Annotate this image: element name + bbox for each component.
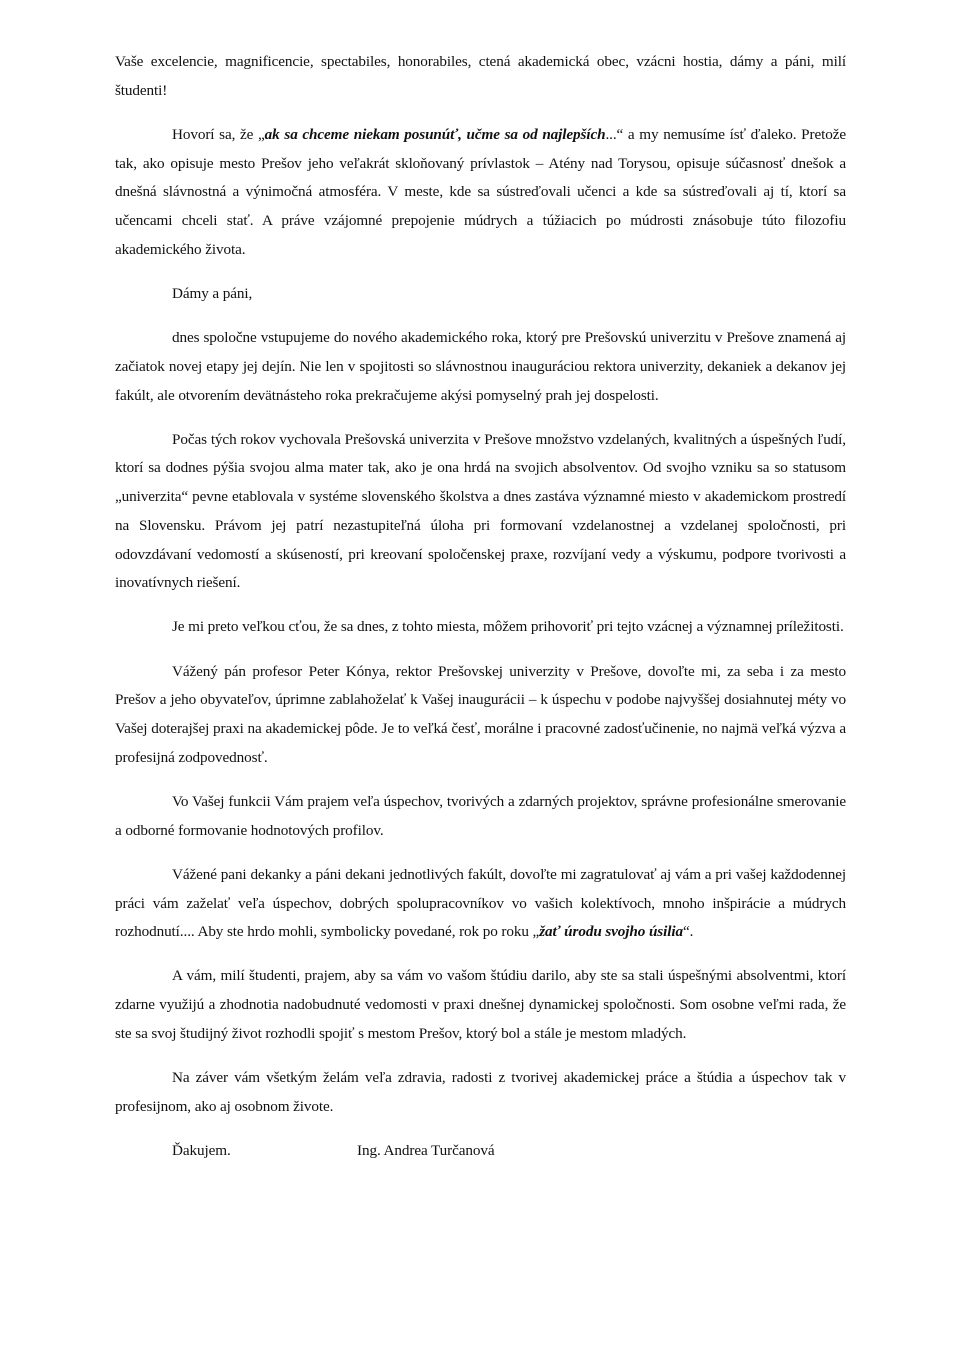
paragraph-university-history: Počas tých rokov vychovala Prešovská univerzita v Prešove množstvo vzdelaných, kvalitných a úspešných ľudí, ktorí sa dodnes pýšia svojou alma mater tak, ako je ona hrdá na svojich absolventov. Od svojho vzniku sa so statusom „univerzita“ pevne etablovala v systéme slovenského školstva a dnes zastáva významné miesto v akademickom prostredí na Slovensku. Právom jej patrí nezastupiteľná úloha pri formovaní vzdelanostnej a vzdelanej spoločnosti, pri odovzdávaní vedomostí a skúseností, pri kreovaní spoločenskej praxe, rozvíjaní vedy a výskumu, podpore tvorivosti a inovatívnych riešení. [115, 430, 846, 592]
paragraph-academic-year: dnes spoločne vstupujeme do nového akademického roka, ktorý pre Prešovskú univerzitu v Prešove znamená aj začiatok novej etapy jej dejín. Nie len v spojitosti so slávnostnou inauguráciou rektora univerzity, dekaniek a dekanov jej fakúlt, ale otvorením devätnásteho roka prekračujeme akýsi pomyselný prah jej dospelosti. [115, 329, 846, 404]
paragraph-intro-post: ...“ a my nemusíme ísť ďaleko. Pretože tak, ako opisuje mesto Prešov jeho veľakrát skloňovaný prívlastok – Atény nad Torysou, opisuje súčasnosť dnešok a dnešná slávnostná a výnimočná atmosféra. V meste, kde sa sústreďovali učenci a kde sa sústreďovali aj tí, ktorí sa učencami chceli stať. A práve vzájomné prepojenie múdrych a túžiacich po múdrosti znásobuje túto filozofiu akademického života. [115, 125, 846, 258]
paragraph-rector: Vážený pán profesor Peter Kónya, rektor Prešovskej univerzity v Prešove, dovoľte mi, za seba i za mesto Prešov a jeho obyvateľov, úprimne zablahoželať k Vašej inaugurácii – k úspechu v podobe najvyššej dosiahnutej méty vo Vašej doterajšej praxi na akademickej pôde. Je to veľká česť, morálne i pracovné zadosťučinenie, no najmä veľká výzva a profesijná zodpovednosť. [115, 662, 846, 766]
thanks-text: Ďakujem. [172, 1142, 231, 1159]
paragraph-closing-wishes: Na záver vám všetkým želám veľa zdravia, radosti z tvorivej akademickej práce a štúdia a úspechov tak v profesijnom, ako aj osobnom živote. [115, 1069, 846, 1115]
paragraph-deans [115, 861, 846, 947]
paragraph-students: A vám, milí študenti, prajem, aby sa vám vo vašom štúdiu darilo, aby ste sa stali úspešnými absolventmi, ktorí zdarne využijú a zhodnotia nadobudnuté vedomosti v praxi dnešnej dynamickej spoločnosti. Som osobne veľmi rada, že ste sa svoj študijný život rozhodli spojiť s mestom Prešov, ktorý bol a stále je mestom mladých. [115, 967, 846, 1042]
document-page [115, 48, 846, 1166]
salutation: Vaše excelencie, magnificencie, spectabiles, honorabiles, ctená akademická obec, vzácni hostia, dámy a páni, milí študenti! [115, 53, 846, 99]
paragraph-deans-pre: Vážené pani dekanky a páni dekani jednotlivých fakúlt, dovoľte mi zagratulovať aj vám a pri vašej každodennej práci vám zaželať veľa úspechov, dobrých spolupracovníkov vo vašich kolektívoch, mnoho inšpirácie a múdrych rozhodnutí.... Aby ste hrdo mohli, symbolicky povedané, rok po roku „ [115, 865, 846, 941]
closing-line [115, 1137, 846, 1166]
paragraph-honor: Je mi preto veľkou cťou, že sa dnes, z tohto miesta, môžem prihovoriť pri tejto vzácnej a významnej príležitosti. [172, 618, 844, 636]
address-ladies-gentlemen: Dámy a páni, [172, 284, 253, 302]
paragraph-intro [115, 121, 846, 265]
paragraph-wishes-rector: Vo Vašej funkcii Vám prajem veľa úspechov, tvorivých a zdarných projektov, správne profesionálne smerovanie a odborné formovanie hodnotových profilov. [115, 792, 846, 839]
paragraph-intro-pre: Hovorí sa, že „ [172, 125, 265, 143]
paragraph-deans-post: “. [682, 923, 694, 941]
harvest-emphasis: žať úrodu svojho úsilia [539, 923, 683, 941]
quote-emphasis: ak sa chceme niekam posunúť, učme sa od najlepších [264, 125, 606, 143]
signature: Ing. Andrea Turčanová [357, 1142, 495, 1159]
